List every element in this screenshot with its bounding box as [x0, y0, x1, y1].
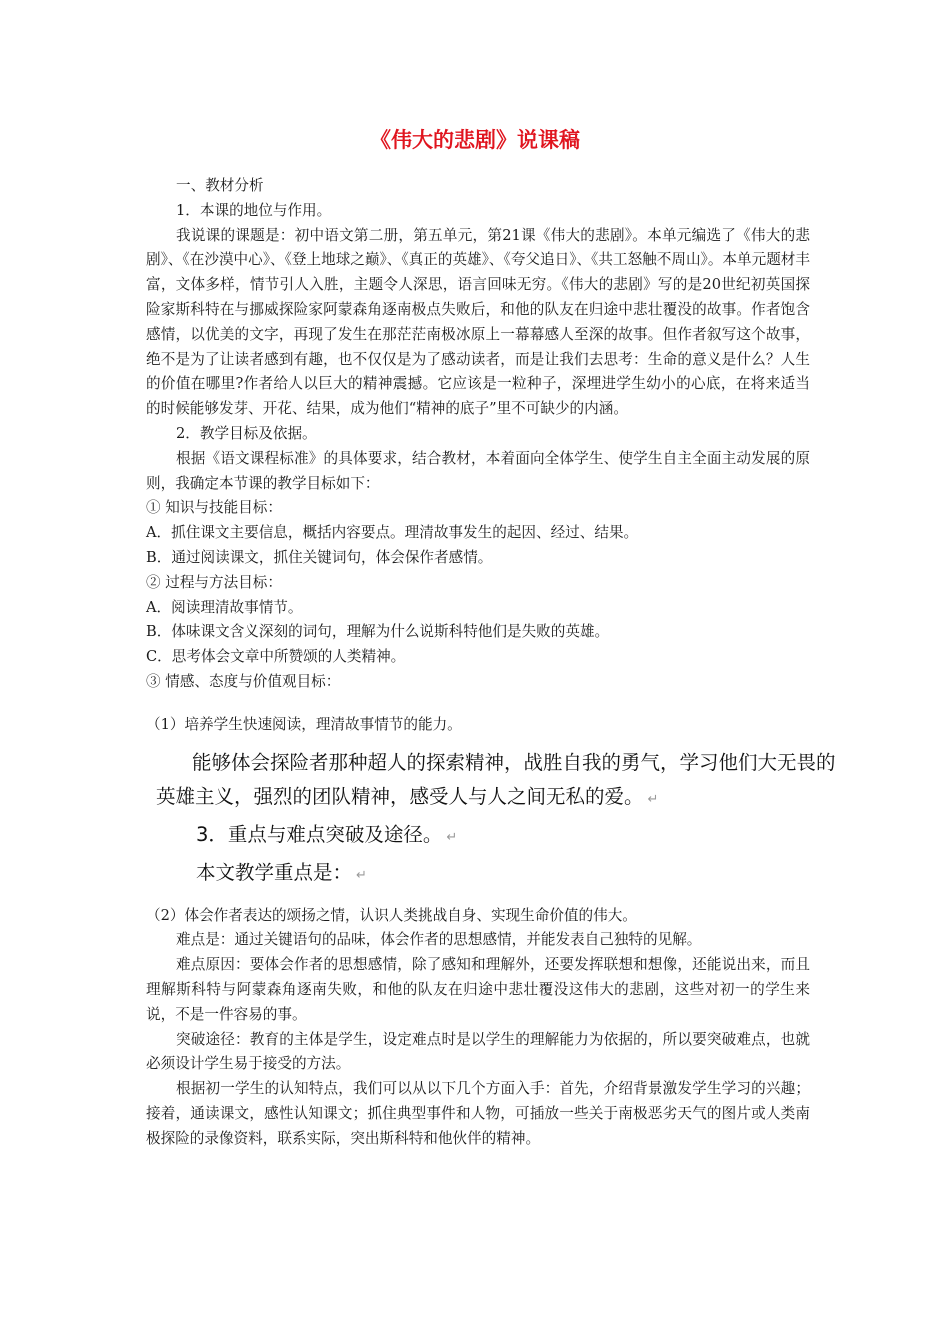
goal-item: C．思考体会文章中所赞颂的人类精神。	[146, 648, 406, 666]
document-body	[146, 174, 836, 1152]
scan-line-text: 3．重点与难点突破及途径。	[196, 822, 443, 846]
scan-line	[156, 782, 658, 815]
scanned-excerpt	[146, 748, 836, 896]
return-mark-icon: ↵	[446, 829, 458, 845]
goal-heading: ② 过程与方法目标：	[146, 573, 282, 591]
page-title: 《伟大的悲剧》说课稿	[370, 128, 580, 152]
scan-line	[196, 820, 457, 853]
scan-line-text: 英雄主义，强烈的团队精神，感受人与人之间无私的爱。	[156, 784, 644, 808]
subsection-heading: 2．教学目标及依据。	[176, 424, 317, 442]
goal-item: B．体味课文含义深刻的词句，理解为什么说斯科特他们是失败的英雄。	[146, 623, 610, 641]
section-heading: 一、教材分析	[176, 177, 264, 194]
paragraph: 我说课的课题是：初中语文第二册，第五单元，第21课《伟大的悲剧》。本单元编选了《伟大的悲剧》、《在沙漠中心》、《登上地球之巅》、《真正的英雄》、《夸父追日》、《共工怒触不周山》。本单元题材丰富，文体多样，情节引人入胜，主题令人深思，语言回味无穷。《伟大的悲剧》写的是20世纪初英国探险家斯科特在与挪威探险家阿蒙森角逐南极点失败后，和他的队友在归途中悲壮覆没的故事。作者饱含感情，以优美的文字，再现了发生在那茫茫南极冰原上一幕幕感人至深的故事。但作者叙写这个故事，绝不是为了让读者感到有趣，也不仅仅是为了感动读者，而是让我们去思考：生命的意义是什么？人生的价值在哪里?作者给人以巨大的精神震撼。它应该是一粒种子，深埋进学生幼小的心底，在将来适当的时候能够发芽、开花、结果，成为他们“精神的底子”里不可缺少的内涵。	[146, 226, 810, 418]
subsection-heading: 1．本课的地位与作用。	[176, 201, 332, 219]
list-item: （2）体会作者表达的颂扬之情，认识人类挑战自身、实现生命价值的伟大。	[146, 906, 637, 924]
goal-item: A．阅读理清故事情节。	[146, 598, 303, 616]
scan-line	[196, 858, 367, 891]
scan-line-text: 本文教学重点是：	[196, 860, 353, 884]
goal-heading: ③ 情感、态度与价值观目标：	[146, 672, 341, 690]
scan-line: 能够体会探险者那种超人的探索精神，战胜自我的勇气，学习他们大无畏的	[192, 750, 836, 774]
paragraph: 难点原因：要体会作者的思想感情，除了感知和理解外，还要发挥联想和想像，还能说出来，而且理解斯科特与阿蒙森角逐南失败，和他的队友在归途中悲壮覆没这伟大的悲剧，这些对初一的学生来说，不是一件容易的事。	[146, 956, 810, 1023]
goal-heading: ① 知识与技能目标：	[146, 499, 282, 517]
list-item: （1）培养学生快速阅读，理清故事情节的能力。	[146, 715, 462, 733]
return-mark-icon: ↵	[647, 791, 659, 807]
return-mark-icon: ↵	[356, 867, 367, 883]
paragraph: 根据初一学生的认知特点，我们可以从以下几个方面入手：首先，介绍背景激发学生学习的兴趣；接着，通读课文，感性认知课文；抓住典型事件和人物，可插放一些关于南极恶劣天气的图片或人类南极探险的录像资料，联系实际，突出斯科特和他伙伴的精神。	[146, 1080, 810, 1147]
paragraph: 难点是：通过关键语句的品味，体会作者的思想感情，并能发表自己独特的见解。	[176, 931, 702, 949]
goal-item: B．通过阅读课文，抓住关键词句，体会保作者感情。	[146, 548, 493, 566]
paragraph: 突破途径：教育的主体是学生，设定难点时是以学生的理解能力为依据的，所以要突破难点，也就必须设计学生易于接受的方法。	[146, 1030, 810, 1073]
paragraph: 根据《语文课程标准》的具体要求，结合教材，本着面向全体学生、使学生自主全面主动发展的原则，我确定本节课的教学目标如下：	[146, 449, 810, 492]
goal-item: A．抓住课文主要信息，概括内容要点。理清故事发生的起因、经过、结果。	[146, 524, 639, 542]
